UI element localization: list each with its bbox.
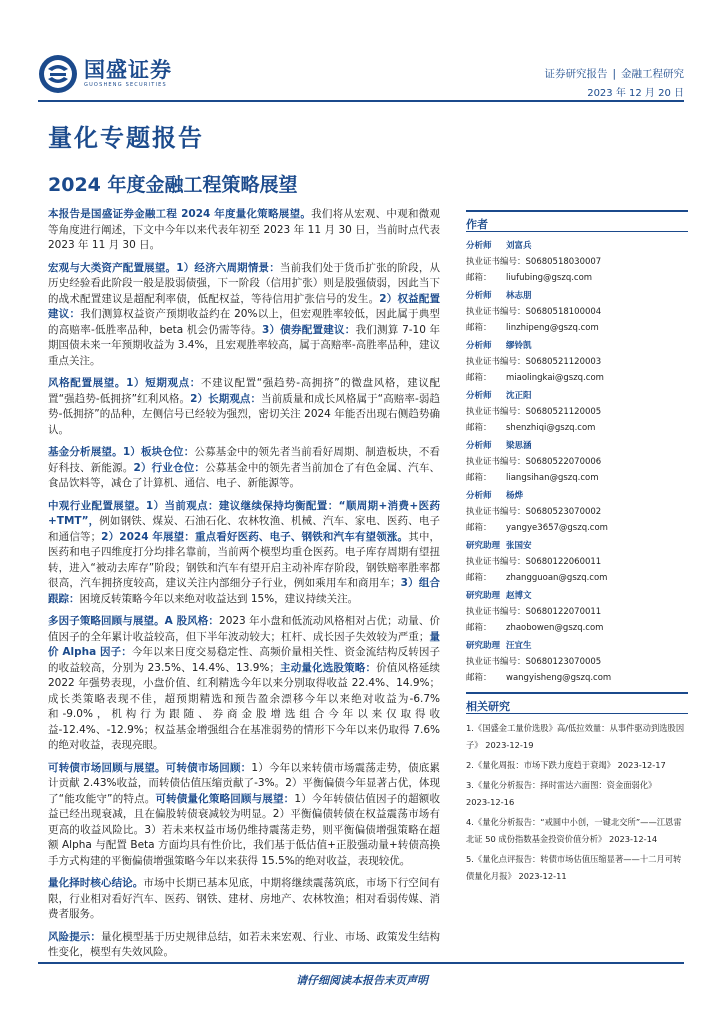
brand-name-cn: 国盛证券 <box>84 58 172 82</box>
highlight-text: 本报告是国盛证券金融工程 2024 年度量化策略展望。 <box>48 208 312 220</box>
summary-paragraph <box>48 930 440 961</box>
email-label: 邮箱： <box>466 523 492 533</box>
analyst-header <box>466 388 688 404</box>
summary-column <box>48 207 440 968</box>
report-date: 2023 年 12 月 20 日 <box>587 88 684 99</box>
highlight-text: 风格配置展望。 <box>48 377 127 389</box>
highlight-text: 建议继续保持均衡配置：“顺周期+消费+医药+TMT”， <box>48 499 440 527</box>
analyst-email-row <box>466 370 688 386</box>
related-report-title: 2.《量化周报：市场下跌力度趋于衰竭》 <box>466 760 615 770</box>
analyst-cert <box>466 654 688 670</box>
cert-number: S0680518100004 <box>525 307 602 317</box>
cert-label: 执业证书编号： <box>466 507 526 517</box>
analyst-header <box>466 538 688 554</box>
analyst-card <box>466 538 688 586</box>
body-text: 公募基金中的领先者当前加仓了有色金属、汽车、食品饮料等，减仓了计算机、通信、电子、新能源等。 <box>48 461 441 489</box>
body-text: 1）今年转债估值因子的超额收益已经出现衰减，且在偏股转债衰减较为明显。2）平衡偏债转债在权益震荡市场有更高的收益风险比。3）若未来权益市场仍维持震荡走势，则平衡偏债增强策略在超额 Alpha 与配置 Beta 方面均具有性价比，我们基于低估值+正股强动量+转债高换手方式构建的平衡偏债增强策略今年以来获得 15.5%的绝对收益，表现较优。 <box>48 792 440 867</box>
body-text: 我们测算权益资产预期收益约在 20%以上，但宏观胜率较低，因此属于典型的高赔率-低胜率品种，beta 机会仍需等待。 <box>48 308 440 336</box>
analyst-list <box>466 238 688 686</box>
analyst-role: 研究助理 <box>466 641 501 651</box>
authors-heading: 作者 <box>466 210 688 232</box>
cert-number: S0680518030007 <box>525 257 602 267</box>
summary-paragraph <box>48 445 440 492</box>
related-report-title: 1.《国盛金工量价选股》高/低拉效量：从事件驱动到选股因子》 <box>466 723 685 750</box>
email-label: 邮箱： <box>466 573 492 583</box>
sidebar <box>466 210 688 888</box>
highlight-text: 3）债券配置建议： <box>261 323 356 336</box>
highlight-text: 1）短期观点： <box>126 377 201 389</box>
analyst-role: 分析师 <box>466 341 492 351</box>
related-report-link[interactable] <box>466 851 688 885</box>
highlight-text: 中观行业配置展望。 <box>48 499 146 512</box>
cert-number: S0680123070005 <box>525 657 602 667</box>
analyst-name: 杨烨 <box>506 491 524 501</box>
analyst-cert <box>466 554 688 570</box>
analyst-role: 分析师 <box>466 491 492 501</box>
body-text: 当前质量和成长风格属于“高赔率-弱趋势-低拥挤”的品种，左侧信号已经较为强烈，密切关注 2024 年能否出现右侧趋势确认。 <box>48 392 440 436</box>
body-text: 当前我们处于货币扩张的阶段，从历史经验看此阶段一般是股弱债强，下一阶段（信用扩张）则是股强债弱，因此当下的战术配置建议是超配利率债，低配权益，等待信用扩张信号的发生。 <box>48 261 441 305</box>
analyst-email-row <box>466 670 688 686</box>
body-text: 困境反转策略今年以来绝对收益达到 15%，建议持续关注。 <box>79 592 359 605</box>
analyst-role: 分析师 <box>466 241 492 251</box>
category-separator: | <box>612 68 616 80</box>
body-text: 例如钢铁、煤炭、石油石化、农林牧渔、机械、汽车、家电、医药、电子和通信等； <box>48 515 440 543</box>
analyst-card <box>466 388 688 436</box>
header-divider <box>38 100 684 102</box>
analyst-email[interactable]: shenzhiqi@gszq.com <box>506 423 596 433</box>
email-label: 邮箱： <box>466 473 492 483</box>
analyst-name: 张国安 <box>506 541 532 551</box>
analyst-email-row <box>466 470 688 486</box>
email-label: 邮箱： <box>466 373 492 383</box>
analyst-card <box>466 488 688 536</box>
related-report-link[interactable] <box>466 777 688 811</box>
guosheng-logo-icon <box>38 54 78 94</box>
analyst-email[interactable]: yangye3657@gszq.com <box>506 523 608 533</box>
related-report-title: 5.《量化点评报告：转债市场估值压缩显著——十二月可转债量化月报》 <box>466 854 682 881</box>
highlight-text: 重点看好医药、电子、钢铁和汽车有望领涨。 <box>194 530 409 543</box>
company-logo <box>38 52 188 96</box>
body-text: 我们测算 7-10 年期国债未来一年预期收益为 3.4%，且宏观胜率较高，属于高赔率-高胜率品种，建议重点关注。 <box>48 323 440 367</box>
footer-disclaimer[interactable]: 请仔细阅读本报告末页声明 <box>296 974 428 987</box>
body-text: 价值风格延续 2022 年强势表现，小盘价值、红利精选今年以来分别取得收益 22.4%、14.9%；成长类策略表现不佳，超预期精选和预告盈余漂移今年以来绝对收益为-6.7%和-9.0%，机构行为跟随、券商金股增选组合今年以来仅取得收益-12.4%、-12.9%；权益基金增强组合在基准弱势的情形下今年以来仍取得 7.6%的绝对收益，表现亮眼。 <box>48 661 441 751</box>
email-label: 邮箱： <box>466 273 492 283</box>
analyst-email-row <box>466 320 688 336</box>
analyst-card <box>466 288 688 336</box>
cert-number: S0680522070006 <box>525 457 602 467</box>
related-research <box>466 692 688 885</box>
analyst-name: 赵博文 <box>506 591 532 601</box>
summary-paragraph <box>48 207 440 254</box>
summary-paragraph <box>48 614 440 754</box>
analyst-email[interactable]: liangsihan@gszq.com <box>506 473 599 483</box>
highlight-text: 2）长期观点： <box>190 392 262 405</box>
analyst-card <box>466 438 688 486</box>
highlight-text: 1）板块仓位： <box>122 446 195 458</box>
analyst-header <box>466 488 688 504</box>
body-text: 1）今年以来转债市场震荡走势，债底累计贡献 2.43%收益，而转债估值压缩贡献了-3%。2）平衡偏债今年显著占优，体现了“能攻能守”的特点。 <box>48 761 440 805</box>
brand-name-en: GUOSHENG SECURITIES <box>84 82 167 88</box>
email-label: 邮箱： <box>466 623 492 633</box>
cert-label: 执业证书编号： <box>466 657 526 667</box>
body-text: 今年以来日度交易稳定性、高频价量相关性、资金流结构反转因子的收益较高，分别为 23.5%、14.4%、13.9%； <box>48 646 440 674</box>
category-label: 证券研究报告 <box>544 68 608 80</box>
analyst-role: 研究助理 <box>466 591 501 601</box>
cert-label: 执业证书编号： <box>466 407 526 417</box>
summary-paragraph <box>48 876 440 923</box>
related-report-date: 2023-12-19 <box>485 740 534 750</box>
analyst-role: 分析师 <box>466 391 492 401</box>
highlight-text: 2）2024 年展望： <box>101 530 195 543</box>
analyst-email[interactable]: liufubing@gszq.com <box>506 273 593 283</box>
report-title: 2024 年度金融工程策略展望 <box>48 174 298 196</box>
analyst-cert <box>466 304 688 320</box>
body-text: 市场中长期已基本见底，中期将继续震荡筑底，市场下行空间有限，行业相对看好汽车、医药、钢铁、建材、房地产、农林牧渔；相对看弱传媒、消费者服务。 <box>48 877 440 920</box>
highlight-text: 1）当前观点： <box>145 499 219 512</box>
highlight-text: 量价 Alpha 因子： <box>48 630 441 658</box>
analyst-email-row <box>466 520 688 536</box>
analyst-header <box>466 338 688 354</box>
cert-label: 执业证书编号： <box>466 307 526 317</box>
email-label: 邮箱： <box>466 323 492 333</box>
analyst-role: 研究助理 <box>466 541 501 551</box>
related-heading: 相关研究 <box>466 692 688 714</box>
analyst-cert <box>466 454 688 470</box>
highlight-text: 宏观与大类资产配置展望。 <box>48 261 177 274</box>
cert-label: 执业证书编号： <box>466 257 526 267</box>
highlight-text: 风险提示： <box>48 930 101 943</box>
related-report-link[interactable] <box>466 814 688 848</box>
subcategory-label: 金融工程研究 <box>621 68 684 80</box>
related-report-title: 3.《量化分析报告：择时雷达六面图：资金面弱化》 <box>466 780 657 790</box>
analyst-email-row <box>466 570 688 586</box>
analyst-email-row <box>466 420 688 436</box>
analyst-email-row <box>466 270 688 286</box>
analyst-card <box>466 588 688 636</box>
related-report-date: 2023-12-14 <box>608 834 658 844</box>
analyst-name: 沈正阳 <box>506 391 532 401</box>
summary-paragraph <box>48 376 440 438</box>
highlight-text: 基金分析展望。 <box>48 446 123 458</box>
summary-paragraph <box>48 499 440 608</box>
body-text: 公募基金中的领先者当前看好周期、制造板块，不看好科技、新能源。 <box>48 446 441 474</box>
related-report-date: 2023-12-11 <box>518 871 567 881</box>
body-text: 其中，医药和电子四维度打分均排名靠前，当前两个模型均重仓医药。电子库存周期有望扭转，进入“被动去库存”阶段；钢铁和汽车有望开启主动补库存阶段，钢铁赔率胜率都很高，汽车拥挤度较高，建议关注内部细分子行业，例如乘用车和商用车； <box>48 530 441 589</box>
analyst-header <box>466 238 688 254</box>
highlight-text: 主动量化选股策略： <box>279 661 377 674</box>
analyst-cert <box>466 604 688 620</box>
analyst-name: 梁思涵 <box>506 441 532 451</box>
report-category <box>544 66 684 81</box>
cert-number: S0680523070002 <box>525 507 602 517</box>
analyst-role: 分析师 <box>466 441 492 451</box>
related-report-title: 4.《量化分析报告：“戒圆中小创，一键北交所”——江恩雷北证 50 成份指数基金投资价值分析》 <box>466 817 682 844</box>
analyst-name: 缪铃凯 <box>506 341 532 351</box>
analyst-header <box>466 288 688 304</box>
analyst-header <box>466 438 688 454</box>
analyst-name: 刘富兵 <box>506 241 532 251</box>
analyst-email[interactable]: zhaobowen@gszq.com <box>506 623 604 633</box>
analyst-email[interactable]: wangyisheng@gszq.com <box>506 673 612 683</box>
related-report-link[interactable] <box>466 757 688 774</box>
analyst-card <box>466 238 688 286</box>
related-report-date: 2023-12-17 <box>617 760 666 770</box>
cert-label: 执业证书编号： <box>466 607 526 617</box>
analyst-card <box>466 638 688 686</box>
analyst-email[interactable]: linzhipeng@gszq.com <box>506 323 599 333</box>
highlight-text: 3）组合跟踪： <box>48 577 441 605</box>
highlight-text: 2）行业仓位： <box>133 461 206 474</box>
body-text: 我们将从宏观、中观和微观等角度进行阐述，下文中今年以来代表年初至 2023 年 11 月 30 日，当前时点代表 2023 年 11 月 30 日。 <box>48 208 440 251</box>
cert-number: S0680521120005 <box>525 407 602 417</box>
related-report-link[interactable] <box>466 720 688 754</box>
highlight-text: 可转债市场回顾与展望。可转债市场回顾： <box>48 761 252 774</box>
related-report-date: 2023-12-16 <box>466 797 515 807</box>
analyst-cert <box>466 254 688 270</box>
cert-label: 执业证书编号： <box>466 457 526 467</box>
summary-paragraph <box>48 761 440 870</box>
cert-number: S0680122060011 <box>525 557 602 567</box>
analyst-role: 分析师 <box>466 291 492 301</box>
highlight-text: 量化择时核心结论。 <box>48 877 144 889</box>
cert-label: 执业证书编号： <box>466 557 526 567</box>
analyst-email[interactable]: zhangguoan@gszq.com <box>506 573 608 583</box>
report-type: 量化专题报告 <box>48 124 204 152</box>
analyst-cert <box>466 504 688 520</box>
highlight-text: 可转债量化策略回顾与展望： <box>155 792 295 805</box>
analyst-cert <box>466 404 688 420</box>
body-text: 量化模型基于历史规律总结，如若未来宏观、行业、市场、政策发生结构性变化，模型有失效风险。 <box>48 930 441 958</box>
analyst-card <box>466 338 688 386</box>
cert-label: 执业证书编号： <box>466 357 526 367</box>
analyst-name: 林志朋 <box>506 291 532 301</box>
cert-number: S0680122070011 <box>525 607 602 617</box>
analyst-header <box>466 588 688 604</box>
analyst-email[interactable]: miaolingkai@gszq.com <box>506 373 604 383</box>
analyst-cert <box>466 354 688 370</box>
email-label: 邮箱： <box>466 673 492 683</box>
body-text: 2023 年小盘和低流动风格相对占优；动量、价值因子的全年累计收益较高，但下半年波动较大；杠杆、成长因子失效较为严重； <box>48 615 441 643</box>
highlight-text: 多因子策略回顾与展望。A 股风格： <box>48 615 220 627</box>
cert-number: S0680521120003 <box>525 357 602 367</box>
body-text: 不建议配置“强趋势-高拥挤”的微盘风格，建议配置“强趋势-低拥挤”红利风格。 <box>48 377 441 405</box>
footer-divider <box>38 962 684 964</box>
highlight-text: 1）经济六周期情景： <box>176 261 280 274</box>
email-label: 邮箱： <box>466 423 492 433</box>
related-list <box>466 720 688 885</box>
summary-paragraph <box>48 261 440 370</box>
analyst-header <box>466 638 688 654</box>
analyst-name: 汪宜生 <box>506 641 532 651</box>
analyst-email-row <box>466 620 688 636</box>
highlight-text: 2）权益配置建议： <box>48 292 441 320</box>
